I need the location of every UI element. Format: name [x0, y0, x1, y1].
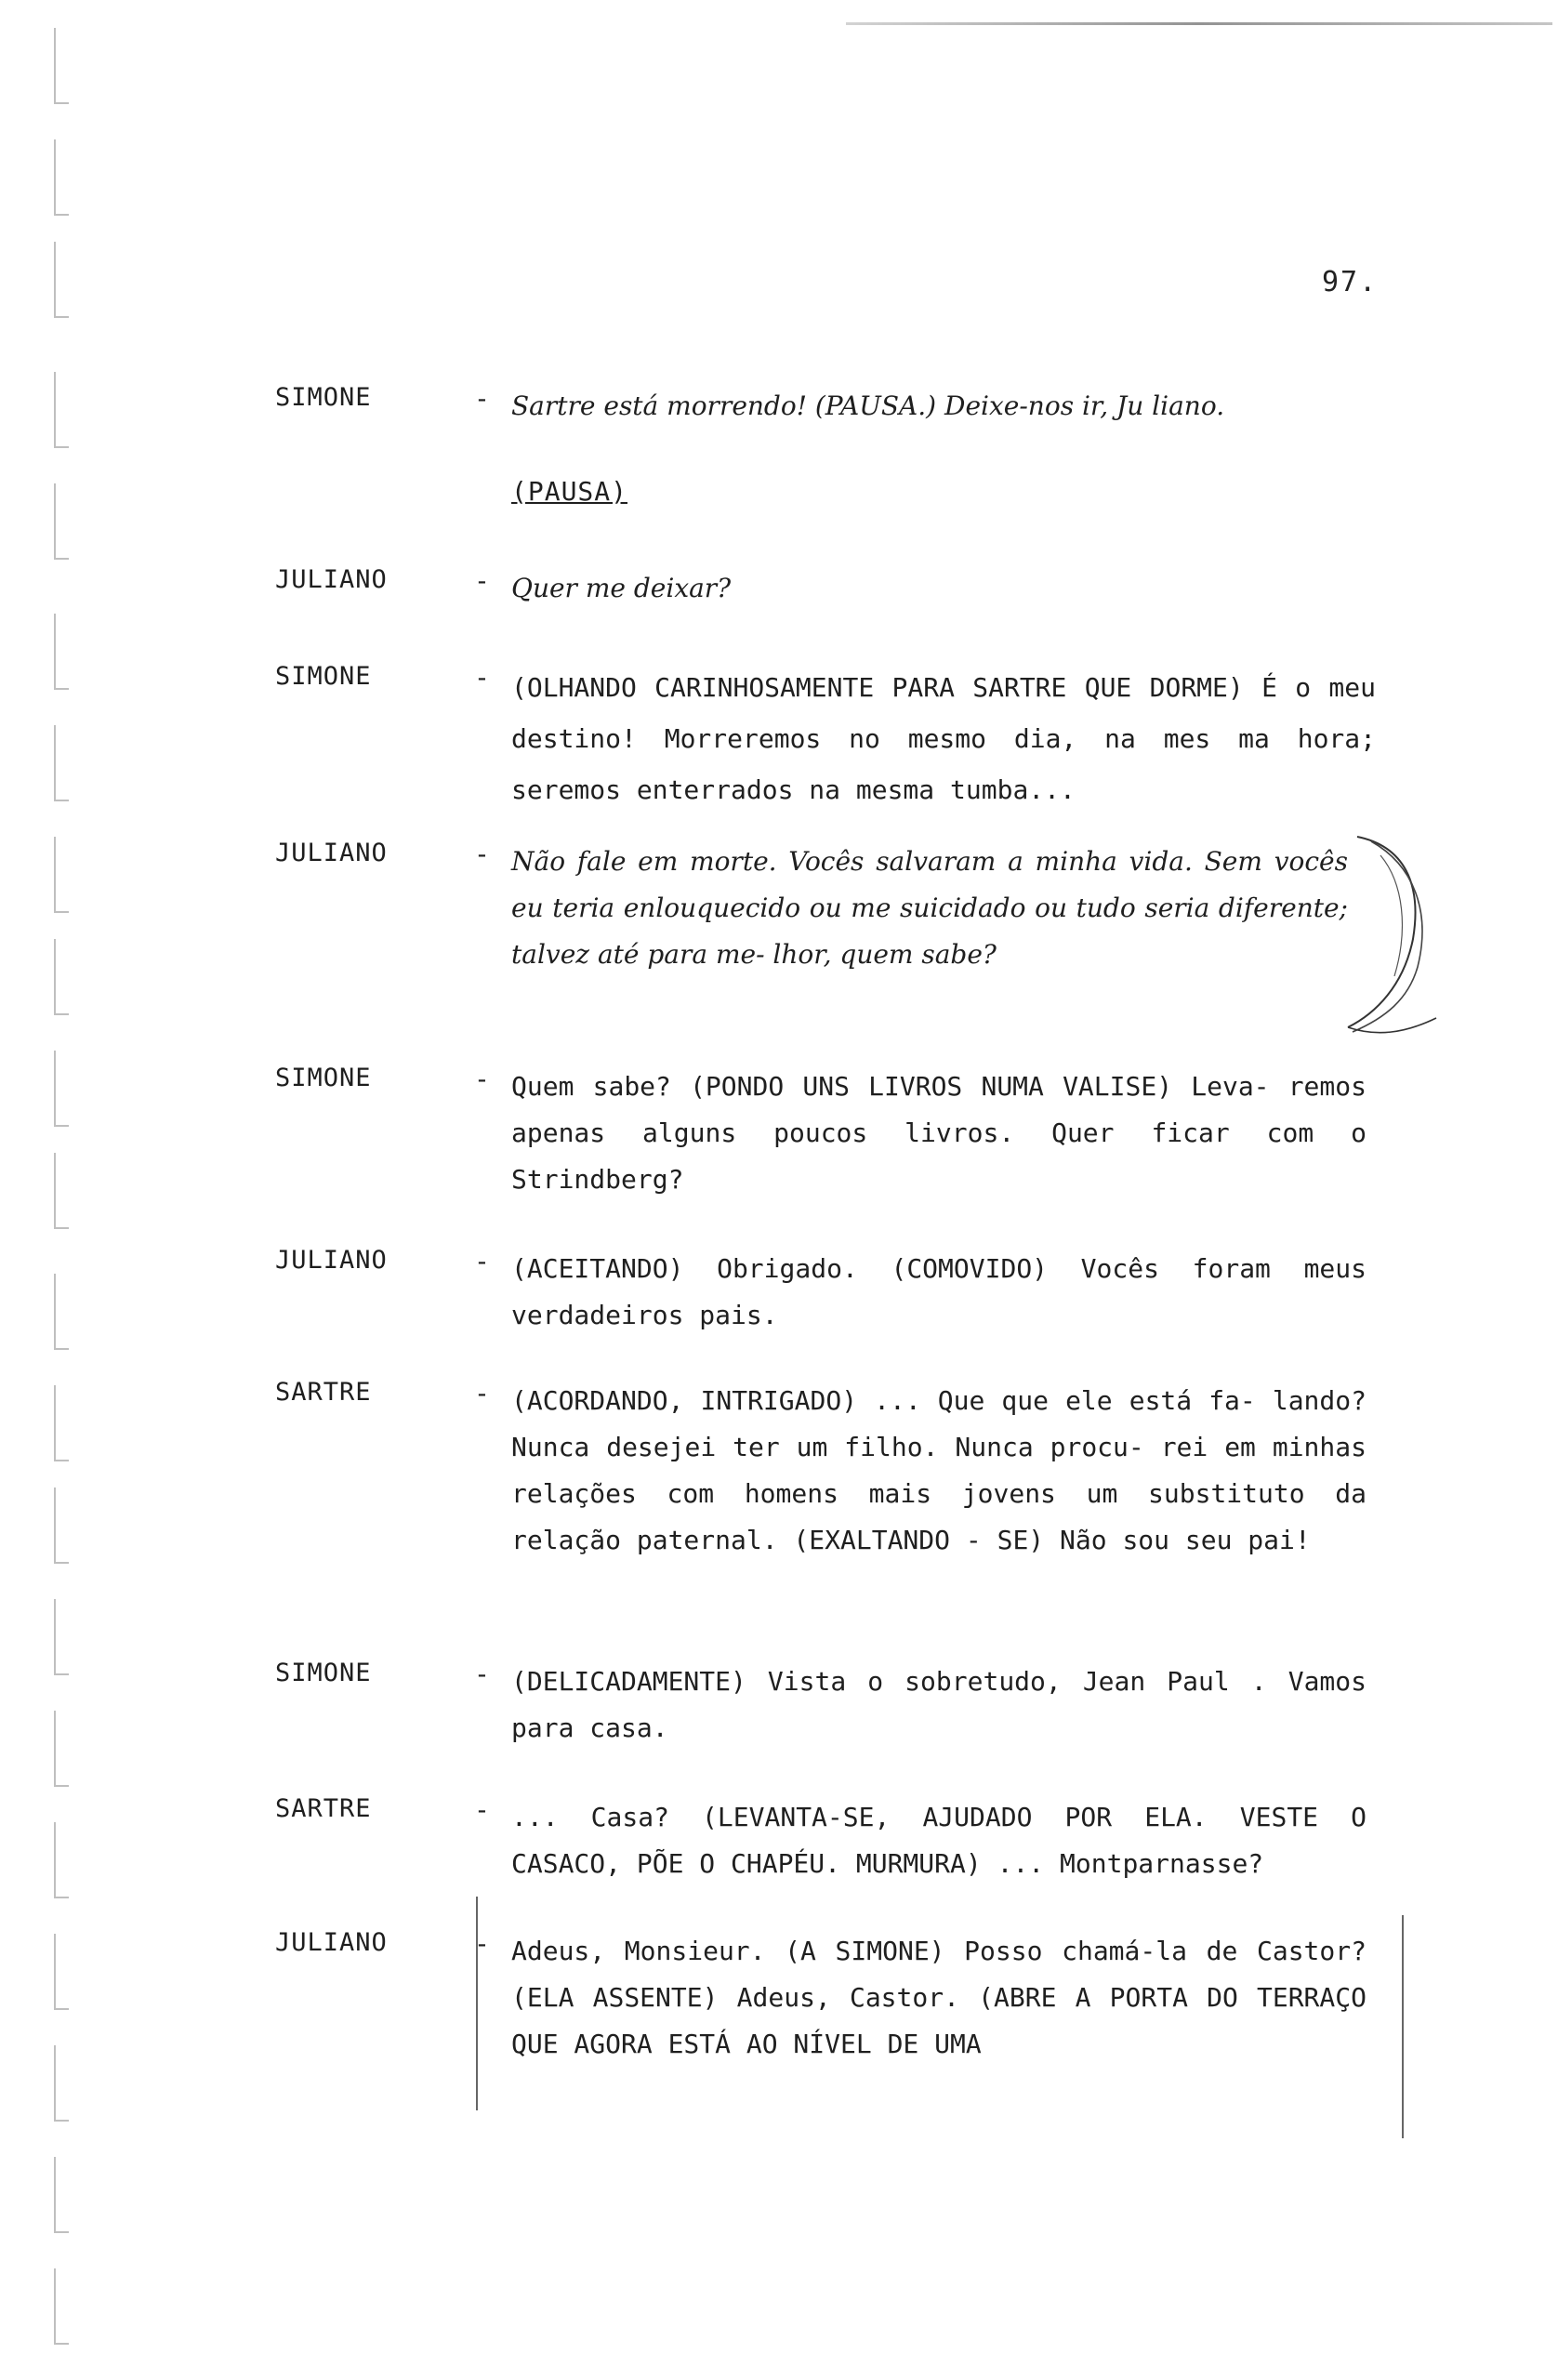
dialogue-dash: -: [474, 1064, 490, 1094]
dialogue-text: (OLHANDO CARINHOSAMENTE PARA SARTRE QUE DORME) É o meu destino! Morreremos no mesmo dia, na mes ma hora; seremos enterrados na mesma tumba...: [511, 672, 1392, 805]
dialogue-dash: -: [474, 1928, 490, 1959]
speaker-name: JULIANO: [275, 1928, 388, 1957]
dialogue-text: Quer me deixar?: [511, 573, 732, 603]
speaker-name: SIMONE: [275, 1659, 372, 1687]
dialogue-dash: -: [474, 383, 490, 414]
speaker-name: SIMONE: [275, 662, 372, 691]
binder-margin-marks: [46, 19, 84, 2361]
speaker-name: SARTRE: [275, 1378, 372, 1407]
handwritten-scribble: [1339, 827, 1450, 1041]
speaker-name: JULIANO: [275, 839, 388, 867]
dialogue-dash: -: [474, 1378, 490, 1408]
dialogue-dash: -: [474, 839, 490, 869]
dialogue-text: ... Casa? (LEVANTA-SE, AJUDADO POR ELA. VESTE O CASACO, PÕE O CHAPÉU. MURMURA) ... Montparnasse?: [511, 1802, 1382, 1879]
stage-direction-pausa: (PAUSA): [511, 476, 628, 507]
dialogue-text: (ACEITANDO) Obrigado. (COMOVIDO) Vocês foram meus verdadeiros pais.: [511, 1253, 1382, 1330]
dialogue-dash: -: [474, 1246, 490, 1276]
speaker-name: JULIANO: [275, 565, 388, 594]
speaker-name: SIMONE: [275, 1064, 372, 1092]
dialogue-dash: -: [474, 565, 490, 596]
dialogue-text: Quem sabe? (PONDO UNS LIVROS NUMA VALISE) Leva- remos apenas alguns poucos livros. Quer ficar com o Strindberg?: [511, 1071, 1382, 1195]
dialogue-text: (ACORDANDO, INTRIGADO) ... Que que ele está fa- lando? Nunca desejei ter um filho. Nunca procu- rei em minhas relações com homens mais jovens um substituto da relação paternal. (EXALTANDO - SE) Não sou seu pai!: [511, 1385, 1382, 1555]
page-number: 97.: [1322, 266, 1379, 298]
top-scan-line: [846, 22, 1552, 25]
margin-bracket-line: [476, 1897, 478, 2110]
dialogue-dash: -: [474, 662, 490, 693]
dialogue-text: Não fale em morte. Vocês salvaram a minha vida. Sem vocês eu teria enlouquecido ou me suicidado ou tudo seria diferente; talvez até para me- lhor, quem sabe?: [511, 846, 1356, 970]
margin-bracket-line: [1402, 1915, 1404, 2138]
dialogue-text: (DELICADAMENTE) Vista o sobretudo, Jean Paul . Vamos para casa.: [511, 1666, 1382, 1743]
dialogue-text: Sartre está morrendo! (PAUSA.) Deixe-nos ir, Ju liano.: [511, 390, 1225, 421]
dialogue-dash: -: [474, 1659, 490, 1689]
speaker-name: SIMONE: [275, 383, 372, 412]
speaker-name: SARTRE: [275, 1794, 372, 1823]
dialogue-dash: -: [474, 1794, 490, 1825]
dialogue-text: Adeus, Monsieur. (A SIMONE) Posso chamá-la de Castor? (ELA ASSENTE) Adeus, Castor. (ABRE A PORTA DO TERRAÇO QUE AGORA ESTÁ AO NÍVEL DE UMA: [511, 1936, 1382, 2059]
speaker-name: JULIANO: [275, 1246, 388, 1275]
